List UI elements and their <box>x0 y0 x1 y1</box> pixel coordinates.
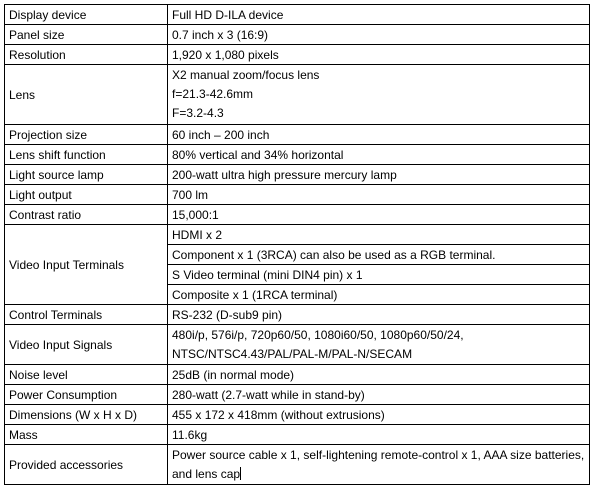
value-line: f=21.3-42.6mm <box>172 87 254 101</box>
row-label: Video Input Signals <box>5 325 168 365</box>
row-label: Display device <box>5 5 168 25</box>
row-value[interactable]: 700 lm <box>168 185 590 205</box>
table-row <box>5 305 590 325</box>
table-row <box>5 405 590 425</box>
table-row <box>5 65 590 125</box>
row-label: Control Terminals <box>5 305 168 325</box>
table-row <box>5 165 590 185</box>
value-line: Power source cable x 1, self-lightening remote-control x 1, AAA size batteries, <box>172 447 585 462</box>
row-value[interactable]: 0.7 inch x 3 (16:9) <box>168 25 590 45</box>
row-value[interactable]: 25dB (in normal mode) <box>168 365 590 385</box>
table-row <box>5 365 590 385</box>
row-value[interactable]: Full HD D-ILA device <box>168 5 590 25</box>
value-line-text: and lens cap <box>172 466 241 481</box>
row-value[interactable] <box>168 445 590 485</box>
row-label: Panel size <box>5 25 168 45</box>
row-label: Lens shift function <box>5 145 168 165</box>
row-value[interactable] <box>168 65 590 125</box>
table-row <box>5 205 590 225</box>
value-line: F=3.2-4.3 <box>172 106 224 120</box>
row-label: Noise level <box>5 365 168 385</box>
table-row <box>5 25 590 45</box>
table-row <box>5 325 590 365</box>
row-value[interactable]: 80% vertical and 34% horizontal <box>168 145 590 165</box>
row-label: Projection size <box>5 125 168 145</box>
row-subvalue[interactable]: Component x 1 (3RCA) can also be used as a RGB terminal. <box>168 245 590 265</box>
table-row <box>5 5 590 25</box>
value-line: NTSC/NTSC4.43/PAL/PAL-M/PAL-N/SECAM <box>172 346 413 361</box>
row-value[interactable]: 15,000:1 <box>168 205 590 225</box>
row-value[interactable]: 280-watt (2.7-watt while in stand-by) <box>168 385 590 405</box>
row-subvalue[interactable]: HDMI x 2 <box>168 225 590 245</box>
row-value[interactable]: RS-232 (D-sub9 pin) <box>168 305 590 325</box>
row-label: Video Input Terminals <box>5 225 168 305</box>
row-label: Mass <box>5 425 168 445</box>
spec-table <box>4 4 590 485</box>
table-row <box>5 145 590 165</box>
row-subvalue[interactable]: S Video terminal (mini DIN4 pin) x 1 <box>168 265 590 285</box>
text-cursor <box>240 467 241 480</box>
row-value[interactable] <box>168 325 590 365</box>
row-label: Dimensions (W x H x D) <box>5 405 168 425</box>
row-label: Light source lamp <box>5 165 168 185</box>
value-line: X2 manual zoom/focus lens <box>172 68 320 82</box>
row-label: Power Consumption <box>5 385 168 405</box>
value-line <box>172 465 589 484</box>
row-value[interactable]: 60 inch – 200 inch <box>168 125 590 145</box>
table-row <box>5 45 590 65</box>
row-value[interactable]: 11.6kg <box>168 425 590 445</box>
row-label: Provided accessories <box>5 445 168 485</box>
table-row <box>5 125 590 145</box>
table-row <box>5 385 590 405</box>
table-row <box>5 445 590 485</box>
row-label: Contrast ratio <box>5 205 168 225</box>
row-label: Lens <box>5 65 168 125</box>
row-value[interactable]: 200-watt ultra high pressure mercury lamp <box>168 165 590 185</box>
row-label: Light output <box>5 185 168 205</box>
table-row <box>5 185 590 205</box>
row-label: Resolution <box>5 45 168 65</box>
table-row <box>5 225 590 245</box>
row-subvalue[interactable]: Composite x 1 (1RCA terminal) <box>168 285 590 305</box>
row-value[interactable]: 455 x 172 x 418mm (without extrusions) <box>168 405 590 425</box>
value-line: 480i/p, 576i/p, 720p60/50, 1080i60/50, 1080p60/50/24, <box>172 327 464 342</box>
table-row <box>5 425 590 445</box>
row-value[interactable]: 1,920 x 1,080 pixels <box>168 45 590 65</box>
